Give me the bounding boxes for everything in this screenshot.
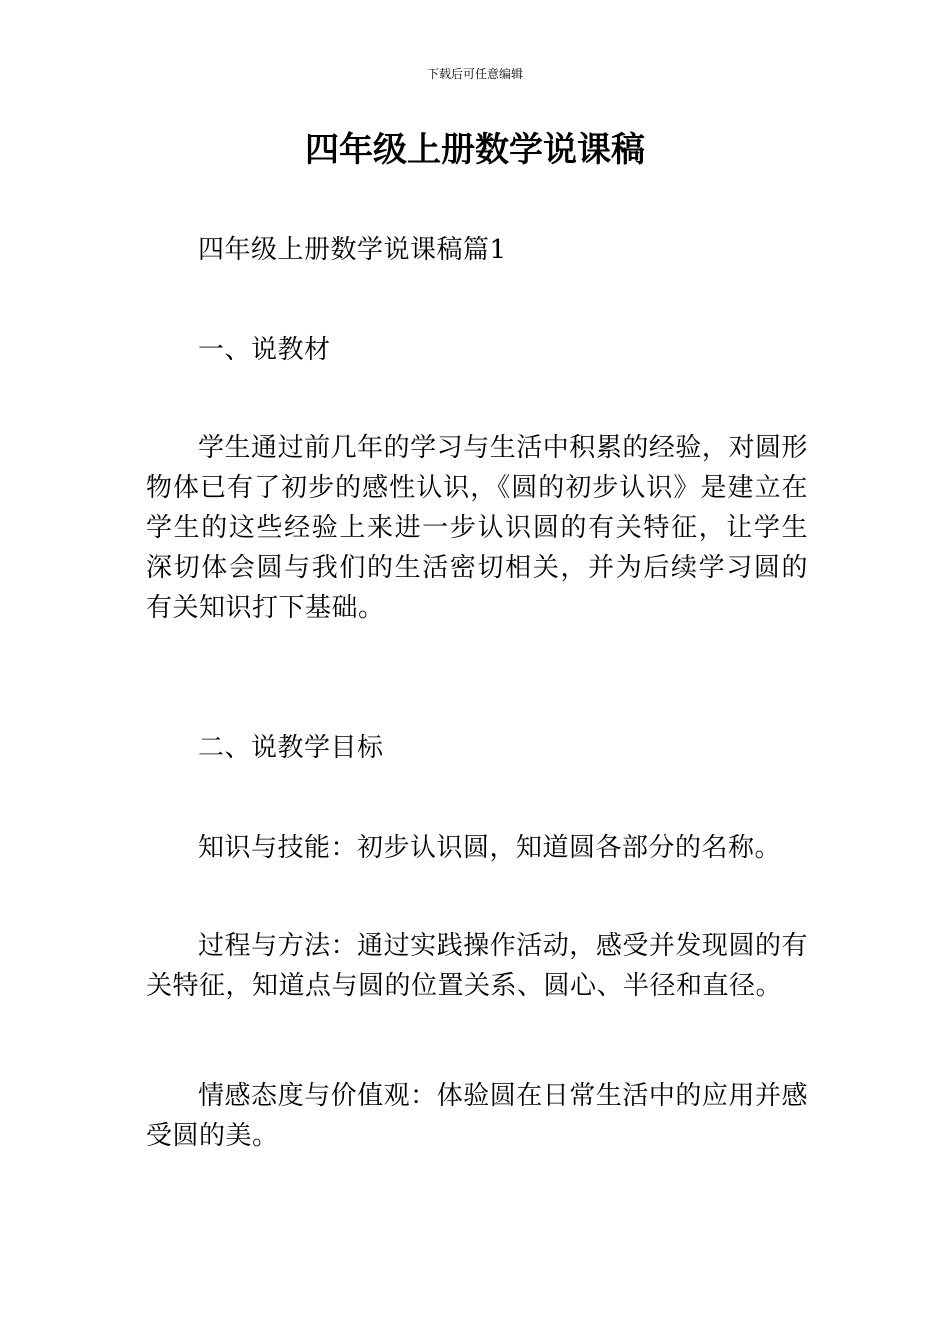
document-subtitle: 四年级上册数学说课稿篇1 — [198, 235, 507, 265]
document-title: 四年级上册数学说课稿 — [305, 130, 645, 170]
section-heading-teaching-goals: 二、说教学目标 — [198, 733, 384, 763]
paragraph-goal-knowledge: 知识与技能：初步认识圆，知道圆各部分的名称。 — [198, 833, 782, 863]
paragraph-goal-emotion: 情感态度与价值观：体验圆在日常生活中的应用并感受圆的美。 — [146, 1081, 808, 1151]
paragraph-teaching-material: 学生通过前几年的学习与生活中积累的经验，对圆形物体已有了初步的感性认识，《圆的初步认识》是建立在学生的这些经验上来进一步认识圆的有关特征，让学生深切体会圆与我们的生活密切相关，并为后续学习圆的有关知识打下基础。 — [146, 433, 808, 623]
header-note: 下载后可任意编辑 — [426, 67, 523, 81]
section-heading-teaching-material: 一、说教材 — [198, 335, 331, 365]
paragraph-goal-process: 过程与方法：通过实践操作活动，感受并发现圆的有关特征，知道点与圆的位置关系、圆心、半径和直径。 — [146, 931, 808, 1001]
